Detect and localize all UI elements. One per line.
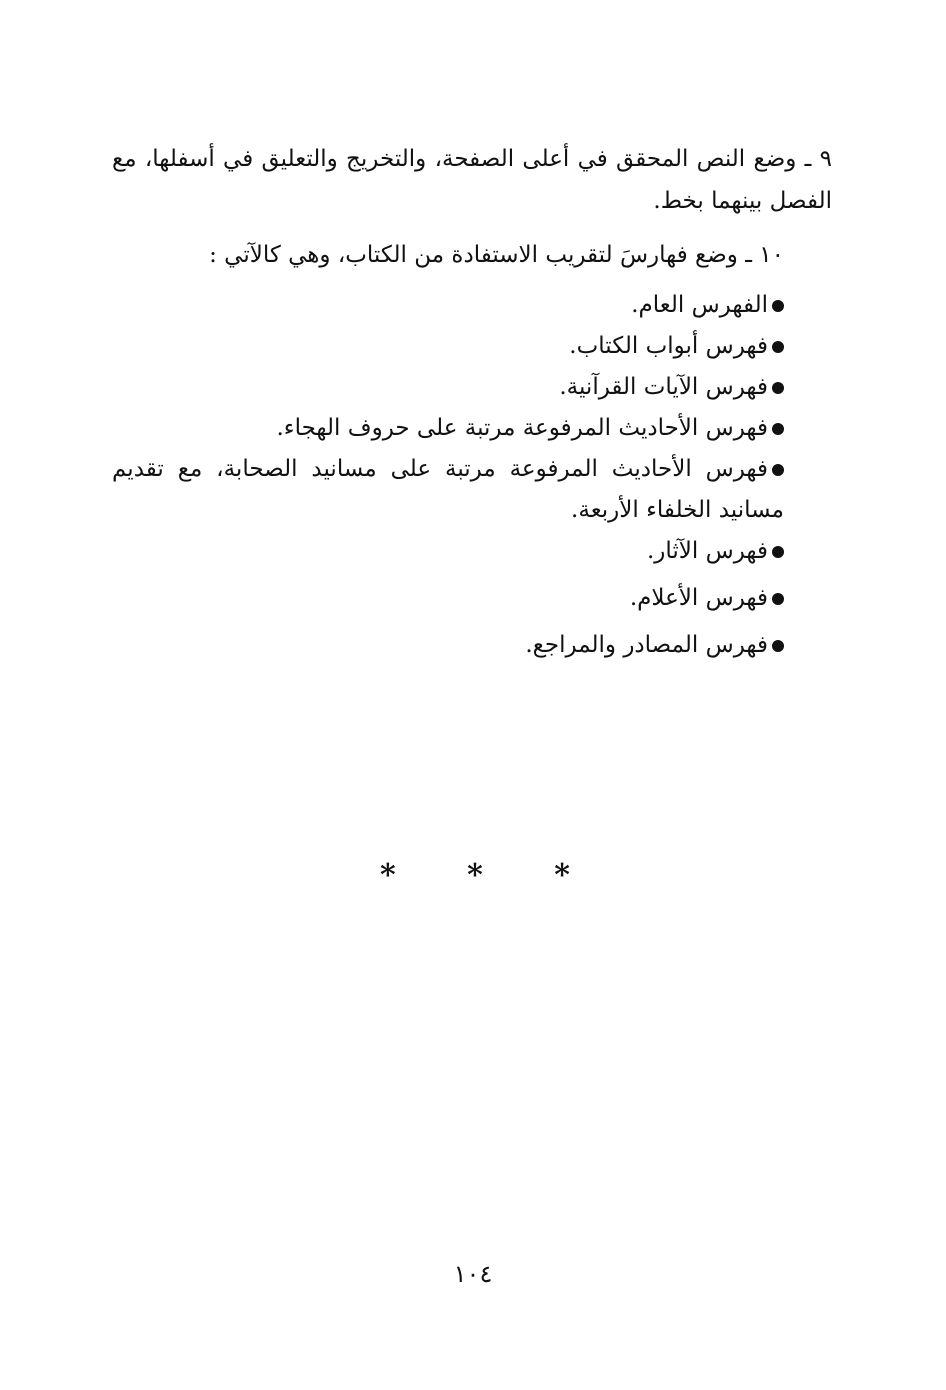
list-item-text: الفهرس العام. [631,292,768,318]
page-number: ١٠٤ [453,1260,493,1288]
bullet-icon [772,423,784,435]
list-item [112,625,832,666]
paragraph-10 [112,234,832,276]
list-item [112,285,832,326]
asterisk-icon: * [554,858,570,893]
paragraph-9 [112,138,832,222]
list-item [112,578,832,619]
asterisk-icon: * [467,858,483,893]
list-item-text: فهرس الآثار. [646,538,768,564]
list-item [112,367,832,408]
list-item-text: فهرس الأعلام. [629,585,768,611]
asterisk-icon: * [380,858,396,893]
bullet-icon [772,300,784,312]
list-item-text: فهرس الأحاديث المرفوعة مرتبة على مسانيد الصحابة، مع تقديم مسانيد الخلفاء الأربعة. [112,456,784,523]
list-item-text: فهرس أبواب الكتاب. [569,333,768,359]
list-item-text: فهرس الآيات القرآنية. [559,374,768,400]
index-list [112,285,832,666]
bullet-icon [772,464,784,476]
list-item [112,531,832,572]
list-item [112,408,832,449]
paragraph-10-text: ١٠ ـ وضع فهارسَ لتقريب الاستفادة من الكتاب، وهي كالآتي : [209,242,784,268]
section-separator [380,858,570,893]
bullet-icon [772,341,784,353]
list-item-text: فهرس المصادر والمراجع. [525,632,768,658]
bullet-icon [772,640,784,652]
list-item-text: فهرس الأحاديث المرفوعة مرتبة على حروف الهجاء. [276,415,768,441]
bullet-icon [772,546,784,558]
list-item [112,326,832,367]
paragraph-9-text: ٩ ـ وضع النص المحقق في أعلى الصفحة، والتخريج والتعليق في أسفلها، مع الفصل بينهما بخط. [112,146,832,214]
bullet-icon [772,593,784,605]
list-item [112,449,832,531]
bullet-icon [772,382,784,394]
